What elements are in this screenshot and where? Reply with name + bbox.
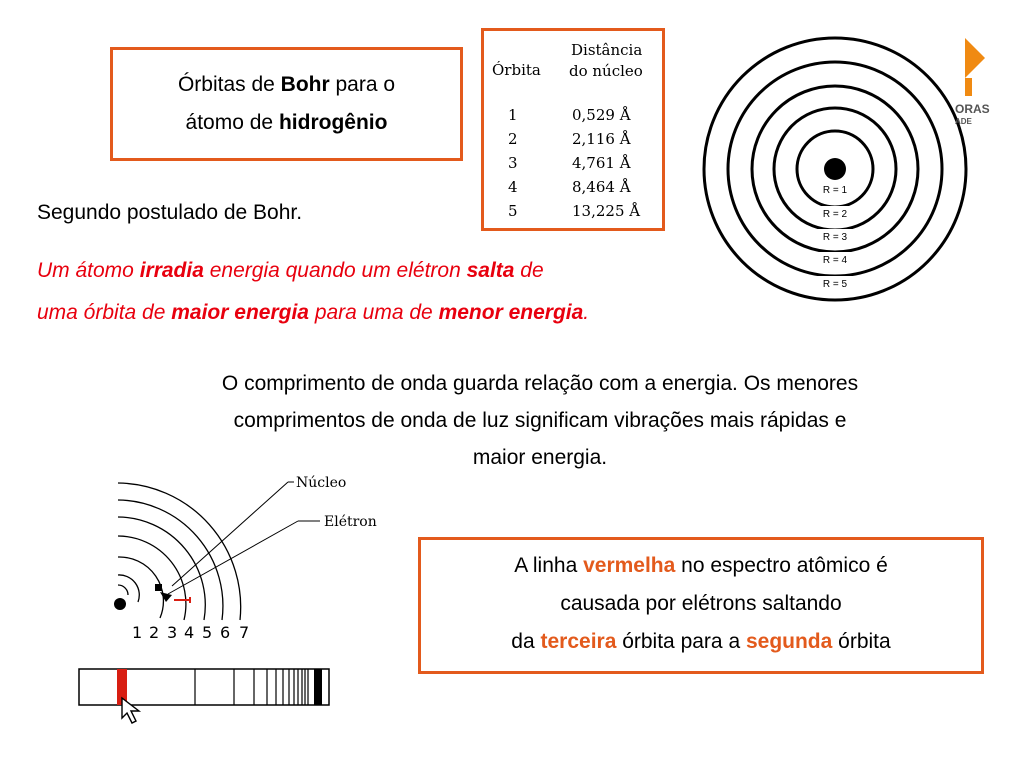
orbit-number: 5	[202, 623, 213, 642]
orbit-number: 6	[220, 623, 231, 642]
orbit-number: 4	[184, 623, 195, 642]
orbit-distance-table	[481, 28, 665, 231]
table-cell: 0,529 Å	[572, 106, 631, 124]
table-cell: 4,761 Å	[572, 154, 631, 172]
title-line-1	[113, 66, 460, 104]
explanation-line-3	[421, 623, 981, 661]
explanation-text: A linha	[514, 554, 584, 577]
postulate-emphasis: irradia	[139, 259, 204, 282]
logo-text: ORAS	[955, 102, 990, 116]
orbit-label: R = 5	[822, 279, 848, 290]
postulate-emphasis: menor energia	[438, 301, 584, 324]
title-text: Órbitas de	[177, 73, 281, 96]
paragraph-line: comprimentos de onda de luz significam vibrações mais rápidas e	[233, 409, 847, 432]
logo-flag-shape	[965, 38, 985, 78]
postulate-emphasis: salta	[466, 259, 515, 282]
orbit-label: R = 4	[822, 255, 848, 266]
orbit-arc	[118, 536, 186, 620]
orbit-arc	[118, 585, 128, 595]
postulate-line-2	[37, 292, 837, 334]
postulate-emphasis: maior energia	[171, 301, 309, 324]
table-col-orbit	[508, 103, 538, 223]
table-cell: 13,225 Å	[572, 202, 641, 220]
explanation-text: órbita para a	[616, 630, 746, 653]
brand-logo	[955, 36, 1024, 126]
postulate-text: para uma de	[308, 301, 439, 324]
explanation-emphasis: terceira	[540, 630, 617, 653]
title-line-2	[113, 104, 460, 142]
arrow-head-icon	[160, 592, 172, 602]
table-header-distance: Distância	[571, 41, 643, 59]
postulate-statement	[37, 250, 837, 334]
postulate-text: energia quando um elétron	[203, 259, 467, 282]
electron	[155, 584, 162, 591]
title-hydrogen: hidrogênio	[278, 111, 388, 134]
postulate-text: Um átomo	[37, 259, 140, 282]
table-cell: 5	[508, 202, 518, 220]
table-cell: 3	[508, 154, 518, 172]
table-cell: 2	[508, 130, 518, 148]
orbit-label: R = 1	[822, 185, 848, 196]
postulate-line-1	[37, 250, 837, 292]
title-text: para o	[329, 73, 396, 96]
orbit-numbers	[132, 623, 249, 642]
paragraph-line: maior energia.	[472, 446, 608, 469]
explanation-emphasis: segunda	[745, 630, 833, 653]
postulate-text: .	[583, 301, 590, 324]
logo-bar	[965, 78, 972, 96]
red-line-explanation	[418, 537, 984, 674]
table-cell: 1	[508, 106, 518, 124]
orbit-label: R = 2	[822, 209, 848, 220]
electron-label: Elétron	[324, 514, 377, 530]
table-cell: 2,116 Å	[572, 130, 631, 148]
title-bohr: Bohr	[280, 73, 330, 96]
spectrum-frame	[79, 669, 329, 705]
table-header-orbit: Órbita	[492, 61, 541, 79]
explanation-line-2: causada por elétrons saltando	[560, 592, 842, 615]
orbit-number: 3	[167, 623, 178, 642]
table-cell: 4	[508, 178, 518, 196]
orbit-label: R = 3	[822, 232, 848, 243]
title-text: átomo de	[185, 111, 279, 134]
orbit-number: 2	[149, 623, 160, 642]
table-cell: 8,464 Å	[572, 178, 631, 196]
table-header-distance-sub: do núcleo	[569, 62, 643, 80]
orbit-arc	[118, 575, 139, 602]
nucleus	[114, 598, 126, 610]
explanation-line-1	[421, 547, 981, 585]
orbit-arc-diagram	[62, 470, 392, 655]
atomic-spectrum-bar	[78, 662, 360, 732]
explanation-text: órbita	[832, 630, 891, 653]
orbit-number: 7	[239, 623, 250, 642]
postulate-text: de	[514, 259, 544, 282]
title-box	[110, 47, 463, 161]
explanation-text: da	[511, 630, 541, 653]
nucleus-dot	[824, 158, 846, 180]
series-limit	[314, 669, 322, 705]
nucleus-pointer	[172, 482, 288, 586]
table-col-distance	[572, 103, 662, 223]
wavelength-paragraph	[100, 365, 980, 476]
logo-text: ADE	[955, 117, 972, 126]
paragraph-line: O comprimento de onda guarda relação com a energia. Os menores	[221, 372, 859, 395]
orbit-number: 1	[132, 623, 143, 642]
explanation-text: no espectro atômico é	[675, 554, 888, 577]
nucleus-label: Núcleo	[296, 475, 347, 491]
explanation-emphasis: vermelha	[583, 554, 676, 577]
postulate-intro: Segundo postulado de Bohr.	[37, 201, 303, 224]
postulate-text: uma órbita de	[37, 301, 172, 324]
